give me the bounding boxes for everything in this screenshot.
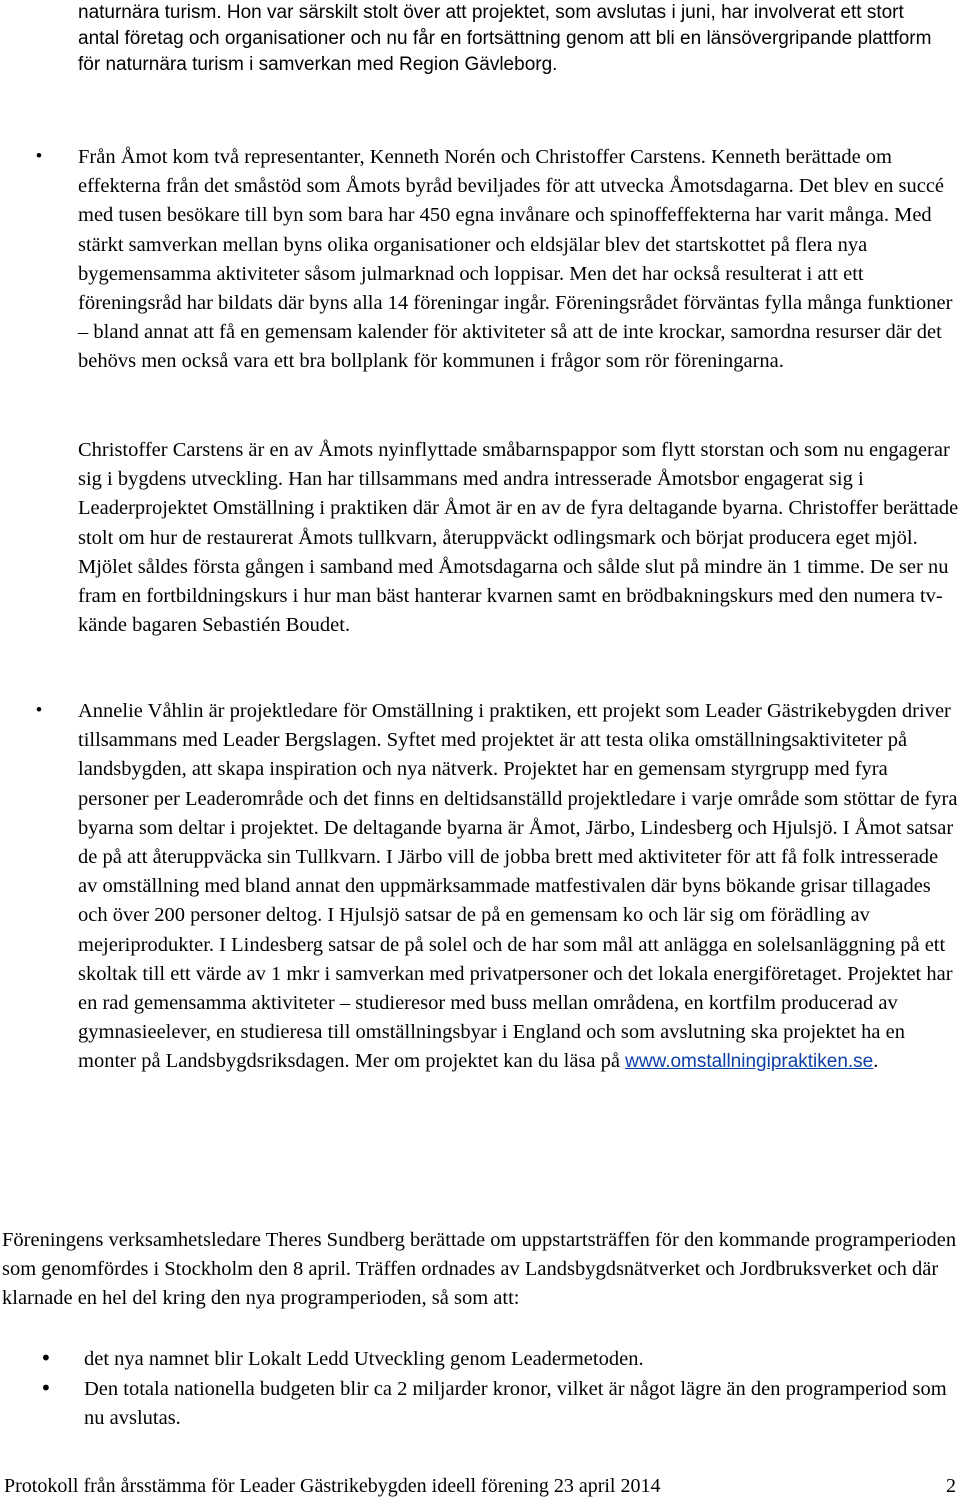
list-item-2: Den totala nationella budgeten blir ca 2 miljarder kronor, vilket är något lägre än den programperiod som nu avslutas.	[84, 1378, 947, 1430]
bullet-1-paragraph-1: Från Åmot kom två representanter, Kenneth Norén och Christoffer Carstens. Kenneth berättade om effekterna från det småstöd som Åmots byråd beviljades för att utvecka Åmotsdagarna. Det blev en succé med tusen besökare till byn som bara har 450 egna invånare och spinoffeffekterna har varit många. Med stärkt samverkan mellan byns olika organisationer och eldsjälar blev det startskottet på flera nya bygemensamma aktiviteter såsom julmarknad och loppisar. Men det har också resulterat i att ett föreningsråd har bildats där byns alla 14 föreningar ingår. Föreningsrådet förväntas fylla många funktioner – bland annat att få en gemensam kalender för aktiviteter så att de inte krockar, samordna resurser där det behövs men också vara ett bra bollplank för kommunen i frågor som rör föreningarna.	[78, 146, 953, 373]
list-marker: •	[40, 1376, 52, 1400]
page-number: 2	[946, 1475, 956, 1497]
intro-paragraph: naturnära turism. Hon var särskilt stolt över att projektet, som avslutas i juni, har involverat ett stort antal företag och organisationer och nu får en fortsättning genom att bli en länsövergripande plattform för naturnära turism i samverkan med Region Gävleborg.	[78, 2, 932, 75]
footer-text: Protokoll från årsstämma för Leader Gästrikebygden ideell förening 23 april 2014	[4, 1475, 661, 1497]
bullet-2-text: Annelie Våhlin är projektledare för Omställning i praktiken, ett projekt som Leader Gästrikebygden driver tillsammans med Leader Bergslagen. Syftet med projektet är att testa olika omställningsaktiviteter på landsbygden, att skapa inspiration och nya nätverk. Projektet har en gemensam styrgrupp med fyra personer per Leaderområde och det finns en deltidsanställd projektledare i varje område som stöttar de fyra byarna som deltar i projektet. De deltagande byarna är Åmot, Järbo, Lindesberg och Hjulsjö. I Åmot satsar de på att återuppväcka sin Tullkvarn. I Järbo vill de jobba brett med aktiviteter för att få folk intresserade av omställning med bland annat den uppmärksammade matfestivalen där byns bökande grisar tillagades och över 200 personer deltog. I Hjulsjö satsar de på en gemensam ko och lär sig om förädling av mejeriprodukter. I Lindesberg satsar de på solel och de har som mål att anlägga en solelsanläggning på ett skoltak till ett värde av 1 mkr i samverkan med privatpersoner och det lokala energiföretaget. Projektet har en rad gemensamma aktiviteter – studieresor med buss mellan områdena, en kortfilm producerad av gymnasieelever, en studieresa till omställningsbyar i England och som avslutning ska projektet ha en monter på Landsbygdsriksdagen. Mer om projektet kan du läsa på	[78, 700, 958, 1073]
section-2-paragraph: Föreningens verksamhetsledare Theres Sundberg berättade om uppstartsträffen för den kommande programperioden som genomfördes i Stockholm den 8 april. Träffen ordnades av Landsbygdsnätverket och Jordbruksverket och där klarnade en hel del kring den nya programperioden, så som att:	[2, 1229, 957, 1310]
link-period: .	[873, 1050, 879, 1073]
bullet-1-paragraph-2: Christoffer Carstens är en av Åmots nyinflyttade småbarnspappor som flytt storstan och som nu engagerar sig i bygdens utveckling. Han har tillsammans med andra intresserade Åmotsbor engagerat sig i Leaderprojektet Omställning i praktiken där Åmot är en av de fyra deltagande byarna. Christoffer berättade stolt om hur de restaurerat Åmots tullkvarn, återuppväckt odlingsmark och börjat producera eget mjöl. Mjölet såldes första gången i samband med Åmotsdagarna och sålde slut på mindre än 1 timme. De ser nu fram en fortbildningskurs i hur man bäst hanterar kvarnen samt en brödbakningskurs med den numera tv-kände bagaren Sebastién Boudet.	[78, 439, 959, 637]
page-footer	[4, 1474, 956, 1498]
bullet-marker: •	[36, 146, 42, 165]
bullet-marker: •	[36, 700, 42, 719]
project-website-link[interactable]: www.omstallningipraktiken.se	[625, 1051, 874, 1073]
list-marker: •	[40, 1346, 52, 1370]
bullet-2-paragraph	[78, 697, 960, 1077]
list-item-1: det nya namnet blir Lokalt Ledd Utveckling genom Leadermetoden.	[84, 1348, 644, 1370]
